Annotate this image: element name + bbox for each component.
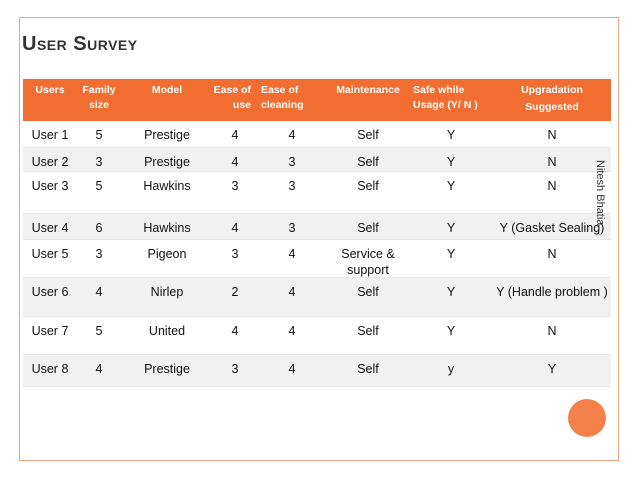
cell-upgradation: N	[547, 179, 557, 193]
cell-user: User 6	[31, 285, 69, 299]
cell-family-size: 5	[95, 179, 103, 193]
cell-safe-usage: Y	[446, 128, 456, 142]
cell-maintenance: Self	[357, 324, 379, 338]
cell-upgradation: N	[547, 128, 557, 142]
header-model: Model	[151, 84, 183, 96]
decorative-circle	[568, 399, 606, 437]
author-label: Nitesh Bhatia	[594, 160, 606, 226]
cell-safe-usage: Y	[446, 324, 456, 338]
cell-model: Hawkins	[143, 221, 191, 235]
table-row	[23, 121, 611, 148]
cell-ease-of-cleaning: 3	[288, 155, 296, 169]
cell-family-size: 3	[95, 247, 103, 261]
cell-ease-of-use: 4	[231, 324, 239, 338]
cell-ease-of-use: 4	[231, 221, 239, 235]
table-row	[23, 148, 611, 172]
cell-family-size: 4	[95, 285, 103, 299]
cell-upgradation: N	[547, 155, 557, 169]
cell-user: User 5	[31, 247, 69, 261]
cell-safe-usage: Y	[446, 247, 456, 261]
cell-ease-of-cleaning: 4	[288, 247, 296, 261]
cell-safe-usage: Y	[446, 285, 456, 299]
cell-ease-of-use: 4	[231, 155, 239, 169]
table-row	[23, 355, 611, 387]
cell-family-size: 6	[95, 221, 103, 235]
table-row	[23, 214, 611, 240]
cell-maintenance: Self	[357, 285, 379, 299]
cell-user: User 4	[31, 221, 69, 235]
table-row	[23, 278, 611, 317]
cell-ease-of-cleaning: 3	[288, 179, 296, 193]
cell-family-size: 3	[95, 155, 103, 169]
cell-ease-of-cleaning: 4	[288, 285, 296, 299]
cell-maintenance: Self	[357, 155, 379, 169]
cell-user: User 3	[31, 179, 69, 193]
cell-safe-usage: Y	[446, 179, 456, 193]
cell-maintenance: Service & support	[341, 247, 395, 277]
cell-model: Hawkins	[143, 179, 191, 193]
cell-family-size: 4	[95, 362, 103, 376]
cell-upgradation: Y (Gasket Sealing)	[499, 221, 605, 235]
cell-user: User 7	[31, 324, 69, 338]
cell-ease-of-cleaning: 4	[288, 324, 296, 338]
cell-safe-usage: Y	[446, 221, 456, 235]
cell-user: User 2	[31, 155, 69, 169]
slide-title: User Survey	[22, 33, 138, 55]
cell-upgradation: Y (Handle problem )	[496, 285, 608, 299]
table-row	[23, 317, 611, 355]
cell-upgradation: N	[547, 324, 557, 338]
cell-ease-of-use: 2	[231, 285, 239, 299]
cell-maintenance: Self	[357, 221, 379, 235]
cell-family-size: 5	[95, 324, 103, 338]
cell-safe-usage: y	[447, 362, 455, 376]
cell-ease-of-cleaning: 4	[288, 362, 296, 376]
cell-model: United	[148, 324, 186, 338]
cell-ease-of-cleaning: 4	[288, 128, 296, 142]
cell-family-size: 5	[95, 128, 103, 142]
cell-ease-of-use: 3	[231, 362, 239, 376]
cell-model: Nirlep	[150, 285, 184, 299]
cell-maintenance: Self	[357, 362, 379, 376]
table-row	[23, 172, 611, 214]
table-header	[23, 79, 611, 121]
cell-maintenance: Self	[357, 179, 379, 193]
cell-ease-of-cleaning: 3	[288, 221, 296, 235]
survey-table	[23, 79, 611, 387]
cell-maintenance: Self	[357, 128, 379, 142]
table-row	[23, 240, 611, 278]
cell-ease-of-use: 4	[231, 128, 239, 142]
cell-model: Pigeon	[147, 247, 187, 261]
cell-upgradation: N	[547, 247, 557, 261]
cell-model: Prestige	[144, 362, 190, 376]
cell-upgradation: Y	[547, 362, 557, 376]
cell-ease-of-use: 3	[231, 179, 239, 193]
cell-safe-usage: Y	[446, 155, 456, 169]
header-ease-of-cleaning: Ease of cleaning	[261, 84, 304, 111]
cell-user: User 1	[31, 128, 69, 142]
header-users: Users	[35, 84, 65, 96]
header-ease-of-use: Ease of use	[213, 84, 251, 111]
header-safe-while-usage: Safe while Usage (Y/ N )	[413, 84, 478, 111]
header-family-size: Family size	[82, 84, 116, 111]
cell-user: User 8	[31, 362, 69, 376]
cell-ease-of-use: 3	[231, 247, 239, 261]
cell-model: Prestige	[144, 155, 190, 169]
header-upgradation-suggested: Upgradation Suggested	[521, 84, 583, 113]
cell-model: Prestige	[144, 128, 190, 142]
header-maintenance: Maintenance	[336, 84, 400, 96]
